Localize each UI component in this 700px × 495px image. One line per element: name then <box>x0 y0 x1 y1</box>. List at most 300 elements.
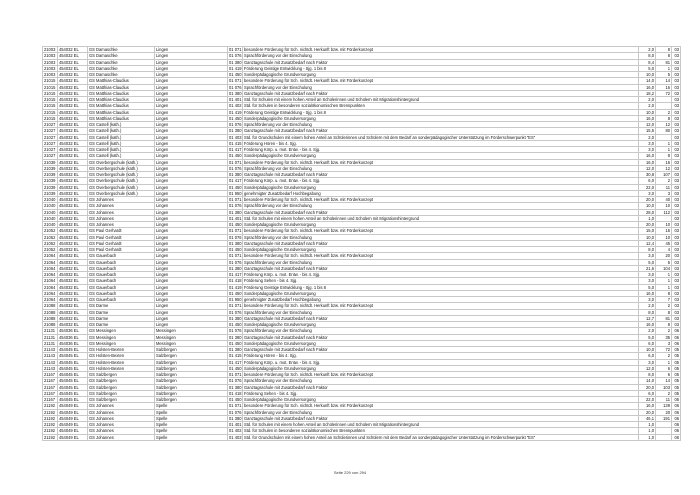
count-cell: 16 <box>656 84 672 90</box>
count-cell: 8 <box>656 47 672 53</box>
region-cell: 05 <box>672 397 681 403</box>
hours-cell: 3,0 <box>639 278 656 284</box>
school-name-cell: GS Castell (kath.) <box>88 134 155 140</box>
code-cell: 01 380 <box>229 172 242 177</box>
code-cell: 01 380 <box>229 128 242 134</box>
region-cell: 03 <box>672 134 681 140</box>
code-cell: 01 380 <box>229 209 242 215</box>
district-code-cell: 454032 EL <box>58 203 88 209</box>
description-cell: Sprachförderung vor der Einschulung <box>243 328 639 334</box>
count-cell: 2 <box>656 328 672 334</box>
hours-cell: 3,0 <box>639 190 656 196</box>
description-cell: Sonderpädagogische Grundversorgung <box>243 222 639 228</box>
town-cell: Salzbergen <box>155 359 228 365</box>
description-cell: Std. für Schulen mit einem hohen Anteil an Schülerinnen und Schülern mit Migrationshintergrund <box>243 97 639 103</box>
count-cell: 10 <box>656 203 672 209</box>
code-cell: 01 401 <box>229 215 242 221</box>
code-cell: 01 450 <box>229 397 242 402</box>
hours-cell: 22,0 <box>639 184 656 190</box>
hours-cell: 1,0 <box>639 428 656 434</box>
hours-cell: 8,0 <box>639 247 656 253</box>
district-code-cell: 454032 EL <box>58 109 88 115</box>
school-name-cell: GS Matthias-Claudius <box>88 78 155 84</box>
description-cell: besondere Förderung für Sch. nichtdt. Herkunft bzw. mit Förderkonzept <box>243 78 639 84</box>
code-cell: 01 380 <box>229 415 242 421</box>
school-name-cell: GS Gauerbach <box>88 290 155 296</box>
school-name-cell: GS Gauerbach <box>88 284 155 290</box>
description-cell: besondere Förderung für Sch. nichtdt. Herkunft bzw. mit Förderkonzept <box>243 372 639 378</box>
school-id-cell: 21015 <box>43 90 58 96</box>
school-name-cell: GS Johannes <box>88 428 155 434</box>
town-cell: Lingen <box>155 265 228 271</box>
count-cell: 112 <box>656 209 672 215</box>
district-code-cell: 454032 EL <box>58 115 88 121</box>
school-name-cell: GS Matthias-Claudius <box>88 97 155 103</box>
region-cell: 03 <box>672 284 681 290</box>
code-cell: 01 076 <box>229 84 242 90</box>
hours-cell: 16,0 <box>639 84 656 90</box>
count-cell: 8 <box>656 309 672 315</box>
region-cell: 03 <box>672 315 681 321</box>
town-cell: Lingen <box>155 115 228 121</box>
district-code-cell: 454032 EL <box>58 72 88 78</box>
description-cell: Ganztagsschule mit Zusatzbedarf nach Faktor <box>243 172 639 178</box>
region-cell: 03 <box>672 65 681 71</box>
district-code-cell: 454032 EL <box>58 128 88 134</box>
region-cell: 03 <box>672 234 681 240</box>
school-id-cell: 21064 <box>43 290 58 296</box>
hours-cell: 8,4 <box>639 59 656 65</box>
region-cell: 03 <box>672 215 681 221</box>
region-cell: 03 <box>672 159 681 165</box>
code-cell: 01 417 <box>229 272 242 277</box>
count-cell: 107 <box>656 172 672 178</box>
town-cell: Lingen <box>155 322 228 328</box>
count-cell: 80 <box>656 128 672 134</box>
town-cell: Lingen <box>155 297 228 303</box>
town-cell: Lingen <box>155 159 228 165</box>
region-cell: 03 <box>672 109 681 115</box>
school-name-cell: GS Castell (kath.) <box>88 147 155 153</box>
district-code-cell: 454032 EL <box>58 47 88 53</box>
town-cell: Lingen <box>155 47 228 53</box>
count-cell: 2 <box>656 353 672 359</box>
town-cell: Lingen <box>155 203 228 209</box>
district-code-cell: 454032 EL <box>58 147 88 153</box>
school-id-cell: 21027 <box>43 153 58 159</box>
region-cell: 05 <box>672 353 681 359</box>
count-cell: 1 <box>656 147 672 153</box>
district-code-cell: 454032 EL <box>58 122 88 128</box>
code-cell: 01 380 <box>229 59 242 65</box>
region-cell: 06 <box>672 422 681 428</box>
hours-cell: 21,6 <box>639 265 656 271</box>
town-cell: Lingen <box>155 303 228 309</box>
description-cell: genehmigter Zusatzbedarf Hochbegabung <box>243 297 639 303</box>
district-code-cell: 454032 EL <box>58 59 88 65</box>
code-cell: 01 071 <box>229 303 242 309</box>
school-id-cell: 21131 <box>43 328 58 334</box>
code-cell: 01 401 <box>229 97 242 102</box>
town-cell: Spelle <box>155 434 228 440</box>
school-name-cell: GS Overbergschule (kath.) <box>88 190 155 196</box>
count-cell: 11 <box>656 397 672 403</box>
count-cell: 45 <box>656 240 672 246</box>
data-table <box>42 46 681 441</box>
school-id-cell: 21064 <box>43 284 58 290</box>
hours-cell: 3,0 <box>639 272 656 278</box>
district-code-cell: 454032 EL <box>58 172 88 178</box>
code-cell: 01 071 <box>229 47 242 52</box>
school-id-cell: 21015 <box>43 78 58 84</box>
hours-cell: 8,0 <box>639 309 656 315</box>
district-code-cell: 454032 EL <box>58 322 88 328</box>
count-cell: 3 <box>656 340 672 346</box>
school-name-cell: GS Johannes <box>88 403 155 409</box>
count-cell: 15 <box>656 228 672 234</box>
code-cell: 01 076 <box>229 234 242 240</box>
town-cell: Lingen <box>155 103 228 109</box>
hours-cell: 16,0 <box>639 290 656 296</box>
hours-cell: 2,0 <box>639 303 656 309</box>
page-footer: Seite 229 von 294 <box>333 470 367 475</box>
description-cell: Sprachförderung vor der Einschulung <box>243 259 639 265</box>
town-cell: Lingen <box>155 290 228 296</box>
count-cell: 8 <box>656 322 672 328</box>
town-cell: Lingen <box>155 153 228 159</box>
district-code-cell: 454032 EL <box>58 140 88 146</box>
town-cell: Spelle <box>155 428 228 434</box>
district-code-cell: 454032 EL <box>58 178 88 184</box>
description-cell: Ganztagsschule mit Zusatzbedarf nach Faktor <box>243 240 639 246</box>
region-cell: 03 <box>672 247 681 253</box>
town-cell: Lingen <box>155 184 228 190</box>
region-cell: 03 <box>672 128 681 134</box>
description-cell: Sonderpädagogische Grundversorgung <box>243 115 639 121</box>
district-code-cell: 454045 EL <box>58 365 88 371</box>
region-cell: 05 <box>672 378 681 384</box>
code-cell: 01 076 <box>229 259 242 265</box>
town-cell: Lingen <box>155 59 228 65</box>
town-cell: Lingen <box>155 253 228 259</box>
region-cell: 03 <box>672 259 681 265</box>
description-cell: Ganztagsschule mit Zusatzbedarf nach Faktor <box>243 59 639 65</box>
count-cell: 8 <box>656 53 672 59</box>
school-id-cell: 21131 <box>43 334 58 340</box>
district-code-cell: 454032 EL <box>58 290 88 296</box>
school-id-cell: 21064 <box>43 278 58 284</box>
hours-cell: 8,0 <box>639 53 656 59</box>
school-name-cell: GS Paul Gerhardt <box>88 247 155 253</box>
school-name-cell: GS Matthias-Claudius <box>88 109 155 115</box>
district-code-cell: 454032 EL <box>58 84 88 90</box>
school-name-cell: GS Paul Gerhardt <box>88 228 155 234</box>
description-cell: Ganztagsschule mit Zusatzbedarf nach Faktor <box>243 209 639 215</box>
town-cell: Lingen <box>155 209 228 215</box>
school-id-cell: 21015 <box>43 84 58 90</box>
school-id-cell: 21143 <box>43 359 58 365</box>
code-cell: 01 071 <box>229 372 242 377</box>
code-cell: 01 076 <box>229 328 242 334</box>
count-cell: 5 <box>656 259 672 265</box>
district-code-cell: 454032 EL <box>58 315 88 321</box>
region-cell: 03 <box>672 309 681 315</box>
school-id-cell: 21027 <box>43 140 58 146</box>
code-cell: 01 417 <box>229 178 242 184</box>
description-cell: Sprachförderung vor der Einschulung <box>243 409 639 415</box>
description-cell: Std. für Grundschulen mit einem hohen Anteil an Schülerinnen und Schülern mit dem Bedarf an sonderpädagogischer Unterstützung im Förderschwerpunkt "ES" <box>243 134 639 140</box>
region-cell: 06 <box>672 334 681 340</box>
code-cell: 01 076 <box>229 309 242 315</box>
hours-cell: 15,5 <box>639 128 656 134</box>
region-cell: 06 <box>672 434 681 440</box>
code-cell: 01 380 <box>229 240 242 246</box>
town-cell: Lingen <box>155 315 228 321</box>
school-id-cell: 21088 <box>43 315 58 321</box>
region-cell: 03 <box>672 59 681 65</box>
school-id-cell: 21039 <box>43 184 58 190</box>
count-cell: 40 <box>656 197 672 203</box>
code-cell: 01 076 <box>229 409 242 415</box>
code-cell: 01 450 <box>229 222 242 227</box>
district-code-cell: 454045 EL <box>58 397 88 403</box>
code-cell: 01 076 <box>229 203 242 209</box>
district-code-cell: 454049 EL <box>58 434 88 440</box>
description-cell: Förderung Geistige Entwicklung - Sjg. 1 bis 8 <box>243 109 639 115</box>
description-cell: Förderung Körp. u. mot. Entw. - bis 4. Sjg. <box>243 147 639 153</box>
school-id-cell: 21192 <box>43 428 58 434</box>
school-name-cell: GS Johannes <box>88 215 155 221</box>
school-name-cell: GS Overbergschule (kath.) <box>88 165 155 171</box>
town-cell: Messingen <box>155 340 228 346</box>
region-cell: 03 <box>672 297 681 303</box>
hours-cell: 2,0 <box>639 97 656 103</box>
district-code-cell: 454032 EL <box>58 309 88 315</box>
description-cell: Förderung Sehen - bis 4. Sjg. <box>243 278 639 284</box>
school-name-cell: GS Overbergschule (kath.) <box>88 184 155 190</box>
count-cell: 11 <box>656 184 672 190</box>
school-id-cell: 21192 <box>43 434 58 440</box>
town-cell: Lingen <box>155 72 228 78</box>
code-cell: 01 415 <box>229 353 242 359</box>
town-cell: Lingen <box>155 84 228 90</box>
description-cell: Ganztagsschule mit Zusatzbedarf nach Faktor <box>243 315 639 321</box>
hours-cell: 14,0 <box>639 378 656 384</box>
school-id-cell: 21064 <box>43 265 58 271</box>
description-cell: Förderung Geistige Entwicklung - Sjg. 1 bis 8 <box>243 65 639 71</box>
town-cell: Messingen <box>155 334 228 340</box>
hours-cell: 5,0 <box>639 65 656 71</box>
region-cell: 06 <box>672 428 681 434</box>
school-id-cell: 21088 <box>43 303 58 309</box>
code-cell: 01 450 <box>229 340 242 346</box>
district-code-cell: 454045 EL <box>58 372 88 378</box>
hours-cell: 12,0 <box>639 122 656 128</box>
school-id-cell: 21143 <box>43 365 58 371</box>
district-code-cell: 454032 EL <box>58 253 88 259</box>
hours-cell: 12,0 <box>639 165 656 171</box>
school-name-cell: GS Johannes <box>88 222 155 228</box>
hours-cell: 3,0 <box>639 297 656 303</box>
region-cell: 05 <box>672 372 681 378</box>
town-cell: Salzbergen <box>155 378 228 384</box>
code-cell: 01 450 <box>229 115 242 121</box>
code-cell: 01 419 <box>229 109 242 115</box>
hours-cell: 1,0 <box>639 215 656 221</box>
code-cell: 01 403 <box>229 134 242 140</box>
school-name-cell: GS Damaschke <box>88 65 155 71</box>
town-cell: Lingen <box>155 278 228 284</box>
description-cell: Sonderpädagogische Grundversorgung <box>243 153 639 159</box>
district-code-cell: 454049 EL <box>58 428 88 434</box>
school-id-cell: 21039 <box>43 172 58 178</box>
school-name-cell: GS Holsten-Bexten <box>88 353 155 359</box>
hours-cell: 14,0 <box>639 78 656 84</box>
region-cell: 06 <box>672 403 681 409</box>
region-cell: 03 <box>672 72 681 78</box>
town-cell: Lingen <box>155 97 228 103</box>
description-cell: Ganztagsschule mit Zusatzbedarf nach Faktor <box>243 265 639 271</box>
town-cell: Lingen <box>155 147 228 153</box>
town-cell: Lingen <box>155 215 228 221</box>
district-code-cell: 454032 EL <box>58 97 88 103</box>
description-cell: Sonderpädagogische Grundversorgung <box>243 340 639 346</box>
code-cell: 01 380 <box>229 347 242 352</box>
code-cell: 01 450 <box>229 322 242 327</box>
code-cell: 01 076 <box>229 378 242 384</box>
school-name-cell: GS Matthias-Claudius <box>88 103 155 109</box>
school-id-cell: 21027 <box>43 134 58 140</box>
school-id-cell: 21039 <box>43 178 58 184</box>
school-name-cell: GS Matthias-Claudius <box>88 115 155 121</box>
count-cell: 6 <box>656 365 672 371</box>
count-cell: 8 <box>656 290 672 296</box>
town-cell: Salzbergen <box>155 353 228 359</box>
town-cell: Messingen <box>155 328 228 334</box>
region-cell: 03 <box>672 172 681 178</box>
hours-cell: 12,0 <box>639 365 656 371</box>
code-cell: 01 418 <box>229 390 242 396</box>
hours-cell: 2,0 <box>639 47 656 53</box>
hours-cell: 3,0 <box>639 147 656 153</box>
hours-cell: 16,0 <box>639 115 656 121</box>
school-name-cell: GS Damaschke <box>88 72 155 78</box>
school-name-cell: GS Holsten-Bexten <box>88 365 155 371</box>
hours-cell: 16,0 <box>639 403 656 409</box>
region-cell: 03 <box>672 90 681 96</box>
region-cell: 03 <box>672 197 681 203</box>
school-id-cell: 21167 <box>43 390 58 396</box>
code-cell: 01 450 <box>229 290 242 296</box>
town-cell: Lingen <box>155 284 228 290</box>
school-name-cell: GS Darme <box>88 315 155 321</box>
hours-cell: 20,0 <box>639 222 656 228</box>
count-cell: 81 <box>656 59 672 65</box>
region-cell: 06 <box>672 340 681 346</box>
count-cell: 8 <box>656 115 672 121</box>
school-id-cell: 21015 <box>43 97 58 103</box>
hours-cell: 2,0 <box>639 134 656 140</box>
school-id-cell: 21167 <box>43 378 58 384</box>
code-cell: 01 071 <box>229 197 242 202</box>
code-cell: 01 418 <box>229 278 242 284</box>
school-name-cell: GS Damaschke <box>88 59 155 65</box>
count-cell: 3 <box>656 190 672 196</box>
region-cell: 03 <box>672 84 681 90</box>
school-id-cell: 21040 <box>43 197 58 203</box>
code-cell: 01 071 <box>229 403 242 409</box>
hours-cell: 6,0 <box>639 353 656 359</box>
school-name-cell: GS Paul Gerhardt <box>88 234 155 240</box>
hours-cell: 5,0 <box>639 334 656 340</box>
district-code-cell: 454049 EL <box>58 415 88 421</box>
district-code-cell: 454032 EL <box>58 284 88 290</box>
town-cell: Lingen <box>155 140 228 146</box>
count-cell: 20 <box>656 253 672 259</box>
description-cell: Sonderpädagogische Grundversorgung <box>243 290 639 296</box>
town-cell: Lingen <box>155 228 228 234</box>
region-cell: 03 <box>672 47 681 53</box>
district-code-cell: 454045 EL <box>58 347 88 353</box>
school-name-cell: GS Messingen <box>88 334 155 340</box>
region-cell: 03 <box>672 184 681 190</box>
school-name-cell: GS Darme <box>88 309 155 315</box>
school-id-cell: 21039 <box>43 159 58 165</box>
region-cell: 06 <box>672 415 681 421</box>
description-cell: Förderung Körp. u. mot. Entw. - bis 4. Sjg. <box>243 272 639 278</box>
town-cell: Lingen <box>155 197 228 203</box>
count-cell: 12 <box>656 122 672 128</box>
description-cell: Sonderpädagogische Grundversorgung <box>243 322 639 328</box>
code-cell: 01 071 <box>229 228 242 234</box>
hours-cell: 10,0 <box>639 203 656 209</box>
description-cell: besondere Förderung für Sch. nichtdt. Herkunft bzw. mit Förderkonzept <box>243 228 639 234</box>
hours-cell: 30,8 <box>639 172 656 178</box>
school-id-cell: 21015 <box>43 115 58 121</box>
region-cell: 06 <box>672 409 681 415</box>
code-cell: 01 450 <box>229 72 242 77</box>
description-cell: Std. für Schulen mit einem hohen Anteil an Schülerinnen und Schülern mit Migrationshintergrund <box>243 215 639 221</box>
school-name-cell: GS Damaschke <box>88 53 155 59</box>
school-id-cell: 21167 <box>43 372 58 378</box>
description-cell: besondere Förderung für Sch. nichtdt. Herkunft bzw. mit Förderkonzept <box>243 47 639 53</box>
code-cell: 01 076 <box>229 53 242 59</box>
school-name-cell: GS Salzbergen <box>88 390 155 396</box>
region-cell: 05 <box>672 359 681 365</box>
region-cell: 03 <box>672 78 681 84</box>
town-cell: Lingen <box>155 247 228 253</box>
count-cell: 7 <box>656 297 672 303</box>
town-cell: Lingen <box>155 272 228 278</box>
town-cell: Spelle <box>155 409 228 415</box>
hours-cell: 12,4 <box>639 240 656 246</box>
district-code-cell: 454036 EL <box>58 340 88 346</box>
school-name-cell: GS Gauerbach <box>88 278 155 284</box>
description-cell: Förderung Sehen - bis 4. Sjg. <box>243 390 639 396</box>
region-cell: 05 <box>672 365 681 371</box>
school-name-cell: GS Castell (kath.) <box>88 128 155 134</box>
district-code-cell: 454032 EL <box>58 184 88 190</box>
code-cell: 01 380 <box>229 90 242 96</box>
school-name-cell: GS Salzbergen <box>88 372 155 378</box>
description-cell: genehmigter Zusatzbedarf Hochbegabung <box>243 190 639 196</box>
count-cell: 103 <box>656 384 672 390</box>
school-name-cell: GS Castell (kath.) <box>88 140 155 146</box>
region-cell: 03 <box>672 278 681 284</box>
hours-cell: 16,0 <box>639 159 656 165</box>
hours-cell: 10,0 <box>639 72 656 78</box>
district-code-cell: 454032 EL <box>58 134 88 140</box>
